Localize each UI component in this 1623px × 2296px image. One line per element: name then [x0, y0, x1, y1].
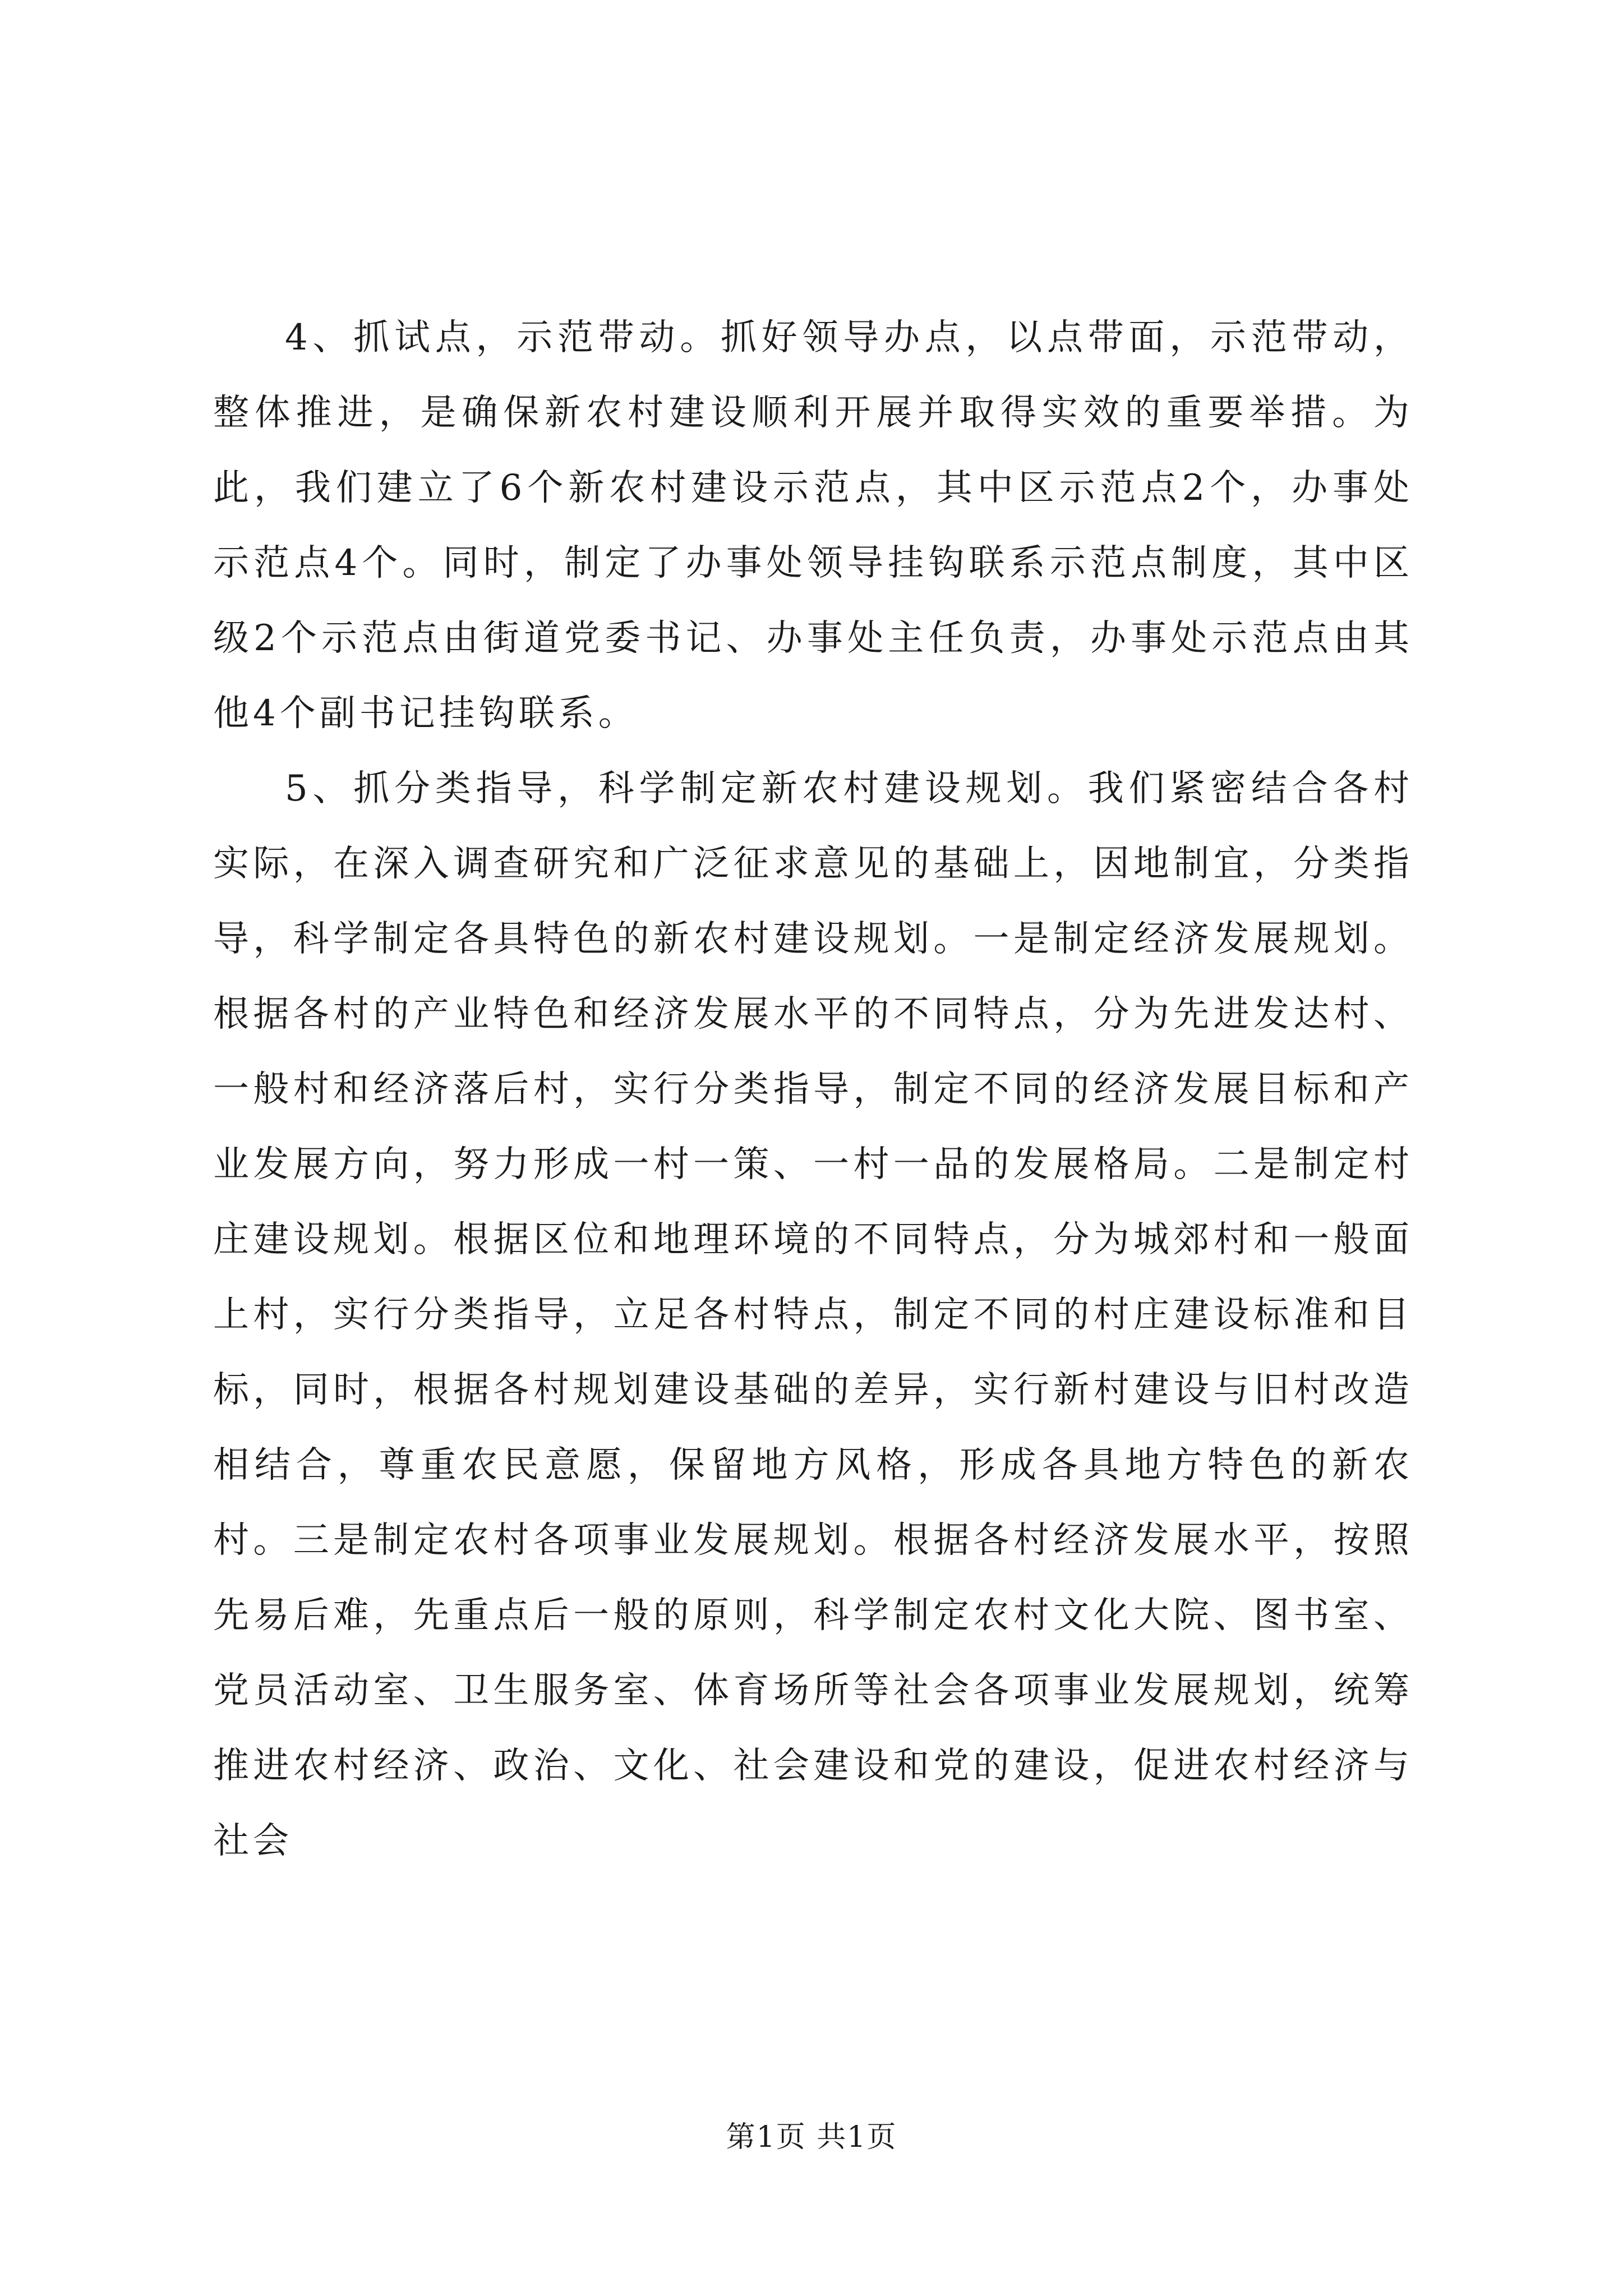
paragraph-classified-guidance: 5、抓分类指导，科学制定新农村建设规划。我们紧密结合各村实际，在深入调查研究和广泛征求意见的基础上，因地制宜，分类指导，科学制定各具特色的新农村建设规划。一是制定经济发展规划。根据各村的产业特色和经济发展水平的不同特点，分为先进发达村、一般村和经济落后村，实行分类指导，制定不同的经济发展目标和产业发展方向，努力形成一村一策、一村一品的发展格局。二是制定村庄建设规划。根据区位和地理环境的不同特点，分为城郊村和一般面上村，实行分类指导，立足各村特点，制定不同的村庄建设标准和目标，同时，根据各村规划建设基础的差异，实行新村建设与旧村改造相结合，尊重农民意愿，保留地方风格，形成各具地方特色的新农村。三是制定农村各项事业发展规划。根据各村经济发展水平，按照先易后难，先重点后一般的原则，科学制定农村文化大院、图书室、党员活动室、卫生服务室、体育场所等社会各项事业发展规划，统筹推进农村经济、政治、文化、社会建设和党的建设，促进农村经济与社会 — [213, 768, 1413, 1862]
page-number-footer: 第1页 共1页 — [726, 2120, 897, 2154]
document-body — [213, 300, 1413, 1879]
paragraph-pilot-demonstration: 4、抓试点，示范带动。抓好领导办点，以点带面，示范带动，整体推进，是确保新农村建设顺利开展并取得实效的重要举措。为此，我们建立了6个新农村建设示范点，其中区示范点2个，办事处示范点4个。同时，制定了办事处领导挂钩联系示范点制度，其中区级2个示范点由街道党委书记、办事处主任负责，办事处示范点由其他4个副书记挂钩联系。 — [213, 317, 1413, 734]
